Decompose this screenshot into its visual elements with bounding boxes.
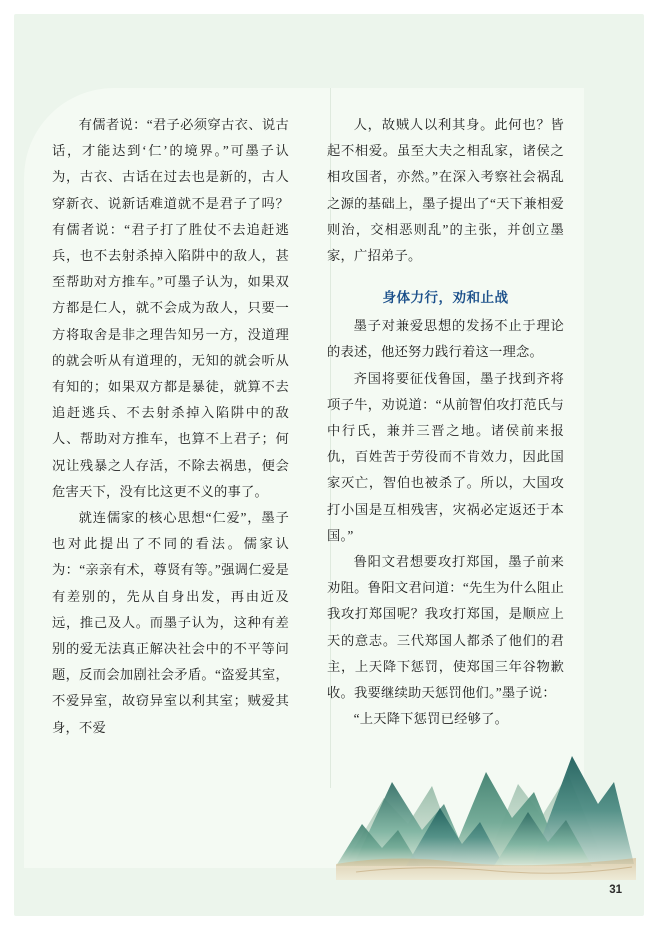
right-column — [327, 112, 564, 842]
paragraph: 有儒者说：“君子必须穿古衣、说古话，才能达到‘仁’的境界。”可墨子认为，古衣、古话在过去也是新的，古人穿新衣、说新话难道就不是君子了吗？有儒者说：“君子打了胜仗不去追赶逃兵，也不去射杀掉入陷阱中的敌人，甚至帮助对方推车。”可墨子认为，如果双方都是仁人，就不会成为敌人，只要一方将取舍是非之理告知另一方，没道理的就会听从有道理的，无知的就会听从有知的；如果双方都是暴徒，就算不去追赶逃兵、不去射杀掉入陷阱中的敌人、帮助对方推车，也算不上君子；何况让残暴之人存活，不除去祸患，便会危害天下，没有比这更不义的事了。 — [52, 117, 289, 499]
paragraph: 人，故贼人以利其身。此何也？皆起不相爱。虽至大夫之相乱家，诸侯之相攻国者，亦然。”在深入考察社会祸乱之源的基础上，墨子提出了“天下兼相爱则治，交相恶则乱”的主张，并创立墨家，广招弟子。 — [327, 117, 564, 264]
section-heading: 身体力行，劝和止战 — [382, 290, 509, 306]
paragraph: 齐国将要征伐鲁国，墨子找到齐将项子牛，劝说道：“从前智伯攻打范氏与中行氏，兼并三晋之地。诸侯前来报仇，百姓苦于劳役而不肯效力，因此国家灭亡，智伯也被杀了。所以，大国攻打小国是互相残害，灾祸必定返还于本国。” — [327, 370, 564, 543]
page-number: 31 — [609, 884, 622, 896]
paragraph: 墨子对兼爱思想的发扬不止于理论的表述，他还努力践行着这一理念。 — [327, 318, 564, 360]
paragraph: 鲁阳文君想要攻打郑国，墨子前来劝阻。鲁阳文君问道：“先生为什么阻止我攻打郑国呢？我攻打郑国，是顺应上天的意志。三代郑国人都杀了他们的君主，上天降下惩罚，使郑国三年谷物歉收。我要继续助天惩罚他们。”墨子说： — [327, 554, 564, 701]
left-column — [52, 112, 289, 842]
text-columns — [52, 112, 564, 842]
paragraph: “上天降下惩罚已经够了。 — [353, 711, 509, 727]
paragraph: 就连儒家的核心思想“仁爱”，墨子也对此提出了不同的看法。儒家认为：“亲亲有术，尊贤有等。”强调仁爱是有差别的，先从自身出发，再由近及远，推己及人。而墨子认为，这种有差别的爱无法真正解决社会中的不平等问题，反而会加剧社会矛盾。“盗爱其室，不爱异室，故窃异室以利其室；贼爱其身，不爱 — [52, 510, 289, 735]
